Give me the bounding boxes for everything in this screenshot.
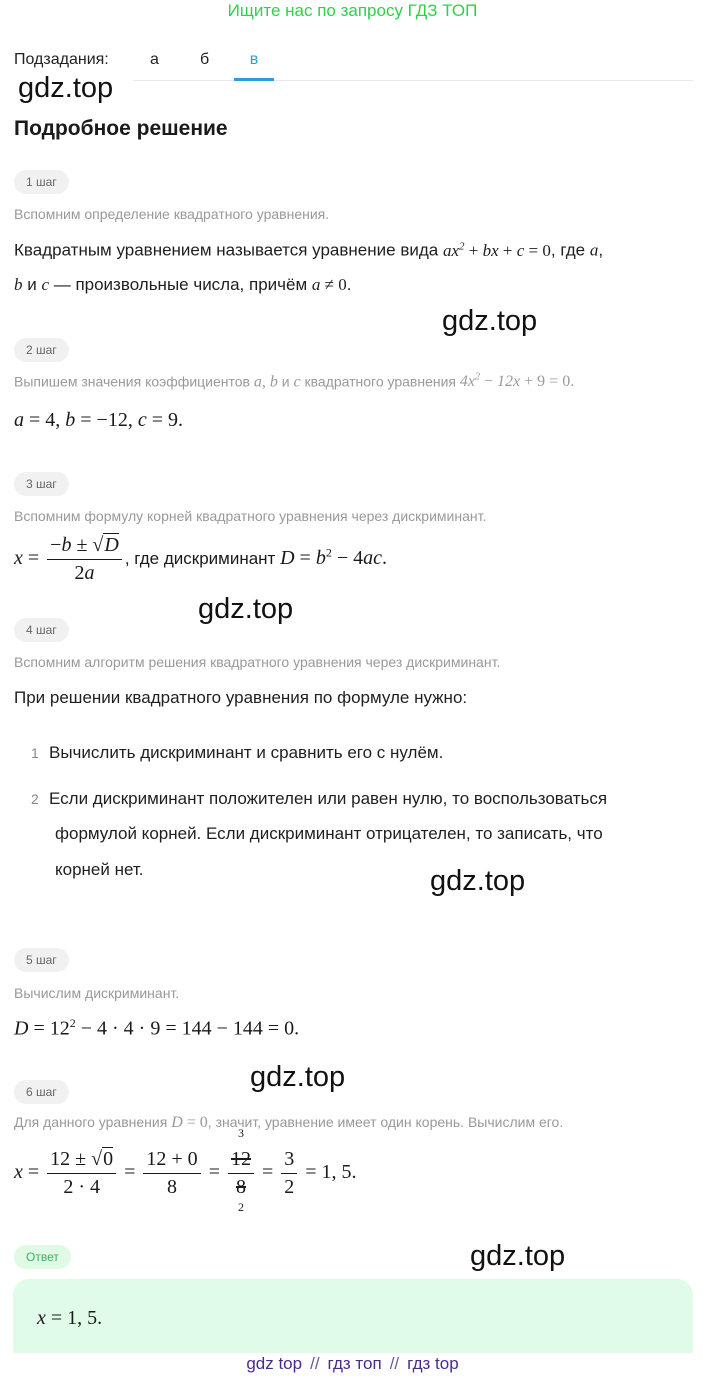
watermark: gdz.top	[250, 1061, 346, 1093]
fraction: $\frac{-b \pm √D}{2a}$	[47, 534, 122, 585]
step-badge-4: 4 шаг	[14, 618, 69, 642]
answer-value: x = 1, 5.	[37, 1307, 103, 1329]
fraction: $\frac{3}{2}$	[281, 1148, 297, 1199]
step-badge-1: 1 шаг	[14, 170, 69, 194]
footer-separator: //	[310, 1354, 320, 1373]
math-expression: $ax^2$ + bx + c = 0	[442, 240, 551, 260]
list-item-number: 2	[31, 791, 39, 807]
step-1-definition-line-2: b и c — произвольные числа, причём a ≠ 0.	[14, 275, 352, 294]
step-3-roots-formula: x = $\frac{-b \pm √D}{2a}$ , где дискриминант $D = b^2 - 4ac$.	[14, 534, 387, 584]
answer-badge: Ответ	[14, 1245, 71, 1269]
step-4-text: При решении квадратного уравнения по формуле нужно:	[14, 688, 468, 707]
page-title: Подробное решение	[14, 117, 228, 140]
footer-links	[0, 1354, 705, 1374]
step-6-hint: Для данного уравнения D = 0, значит, уравнение имеет один корень. Вычислим его.	[14, 1114, 564, 1131]
math-expression: a ≠ 0	[311, 275, 347, 294]
footer-link[interactable]: gdz top	[246, 1354, 303, 1373]
list-item-text: Вычислить дискриминант и сравнить его с нулём.	[49, 743, 444, 762]
list-item-number: 1	[31, 745, 39, 761]
promo-link[interactable]: Ищите нас по запросу ГДЗ ТОП	[227, 1, 478, 20]
step-5-hint: Вычислим дискриминант.	[14, 985, 180, 1001]
footer-separator: //	[389, 1354, 400, 1373]
fraction: $\frac{12 \pm √0}{2 \cdot 4}$	[47, 1148, 116, 1199]
step-badge-5: 5 шаг	[14, 948, 69, 972]
watermark: gdz.top	[198, 593, 294, 625]
answer-box	[13, 1279, 693, 1353]
step-2-coefficients: a = 4, b = −12, c = 9.	[14, 409, 184, 431]
footer-link[interactable]: гдз top	[407, 1354, 459, 1373]
step-1-hint: Вспомним определение квадратного уравнения.	[14, 206, 330, 222]
tabs-divider	[133, 80, 693, 81]
tab-b[interactable]: б	[200, 51, 210, 68]
tab-v-active[interactable]: в	[249, 51, 259, 68]
cancelled-fraction: 3 12 8 2	[228, 1148, 254, 1199]
step-3-hint: Вспомним формулу корней квадратного уравнения через дискриминант.	[14, 508, 487, 524]
active-tab-indicator	[234, 78, 274, 81]
list-item-text: корней нет.	[55, 860, 144, 879]
step-1-definition-line-1: Квадратным уравнением называется уравнение вида $ax^2$ + bx + c = 0, где a,	[14, 240, 604, 260]
step-badge-3: 3 шаг	[14, 472, 69, 496]
list-item-text: Если дискриминант положителен или равен нулю, то воспользоваться	[49, 789, 608, 808]
watermark: gdz.top	[470, 1240, 566, 1272]
step-badge-2: 2 шаг	[14, 338, 69, 362]
watermark: gdz.top	[430, 865, 526, 897]
step-6-root-computation: x = $\frac{12 \pm √0}{2 \cdot 4}$ = $\frac{12 + 0}{8}$ = 3 12 8 2 = $\frac{3}{2}$ = 1, 5.	[14, 1126, 357, 1214]
footer-link[interactable]: гдз топ	[327, 1354, 382, 1373]
tab-a[interactable]: а	[150, 51, 159, 68]
watermark: gdz.top	[18, 72, 114, 104]
step-4-hint: Вспомним алгоритм решения квадратного уравнения через дискриминант.	[14, 654, 501, 670]
step-2-hint: Выпишем значения коэффициентов a, b и c квадратного уравнения $4x^2 - 12x + 9 = 0$.	[14, 372, 575, 391]
step-badge-6: 6 шаг	[14, 1080, 69, 1104]
step-5-discriminant: $D = 12^2 - 4 \cdot 4 \cdot 9 = 144 - 144 = 0$.	[14, 1016, 300, 1040]
watermark: gdz.top	[442, 305, 538, 337]
subtasks-label: Подзадания:	[14, 51, 109, 68]
fraction: $\frac{12 + 0}{8}$	[143, 1148, 200, 1199]
list-item-text: формулой корней. Если дискриминант отрицателен, то записать, что	[55, 824, 603, 843]
